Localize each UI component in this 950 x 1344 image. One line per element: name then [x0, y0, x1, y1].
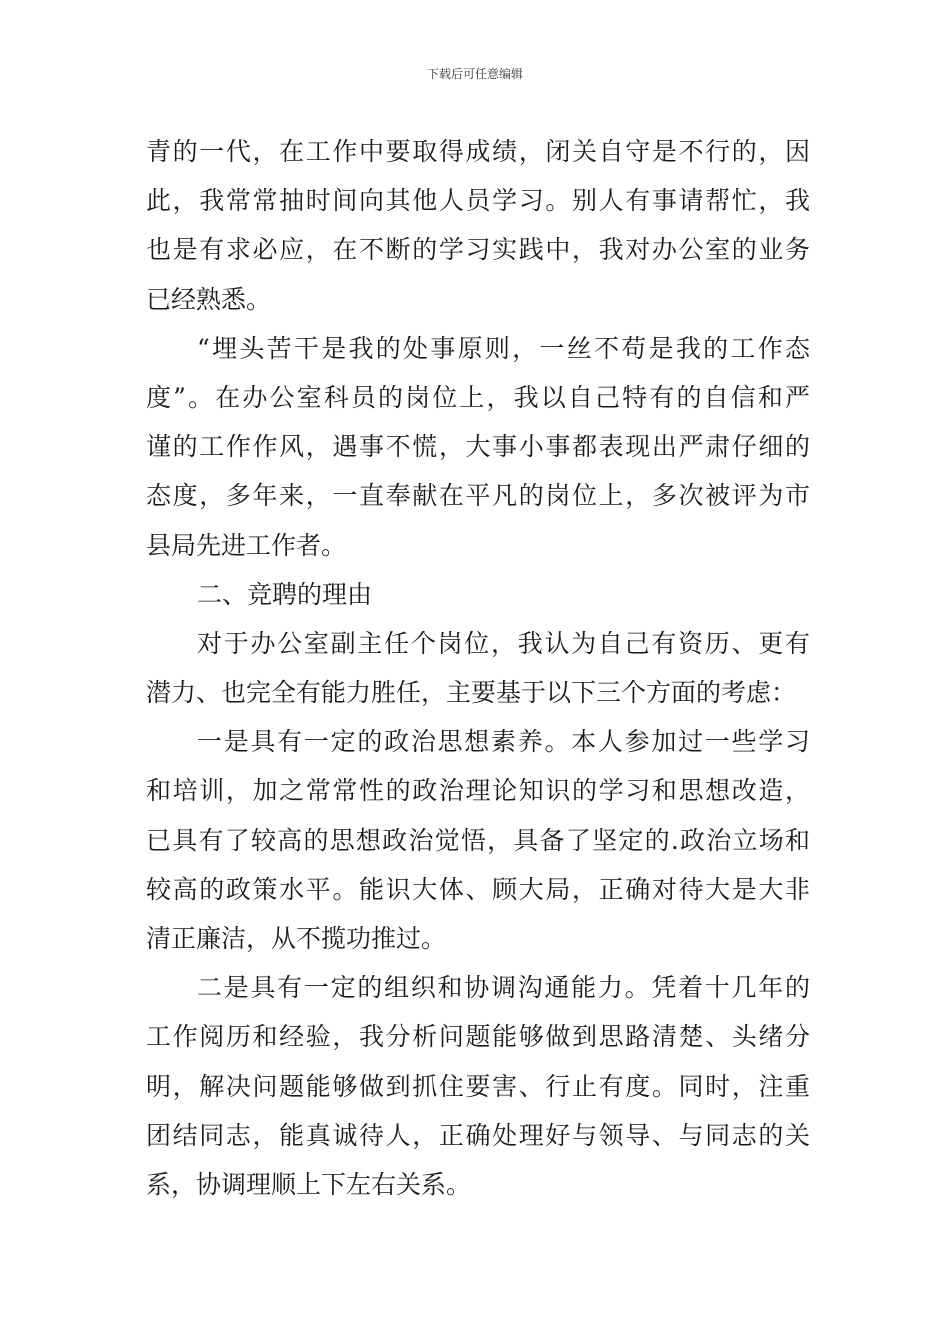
text-line: 团结同志，能真诚待人，正确处理好与领导、与同志的关	[146, 1120, 810, 1150]
text-line: 对于办公室副主任个岗位，我认为自己有资历、更有	[197, 628, 810, 658]
text-line: 和培训，加之常常性的政治理论知识的学习和思想改造，	[146, 776, 810, 806]
text-line: 潜力、也完全有能力胜任，主要基于以下三个方面的考虑：	[146, 678, 797, 708]
paragraph	[146, 963, 810, 1209]
text-line: 谨的工作作风，遇事不慌，大事小事都表现出严肃仔细的	[146, 432, 810, 462]
text-line: 青的一代，在工作中要取得成绩，闭关自守是不行的，因	[146, 137, 810, 166]
page-header: 下载后可任意编辑	[426, 67, 523, 81]
text-line: 系，协调理顺上下左右关系。	[146, 1169, 472, 1199]
text-line: 较高的政策水平。能识大体、顾大局，正确对待大是大非	[146, 874, 810, 904]
text-line: 已经熟悉。	[146, 284, 272, 314]
text-line: 已具有了较高的思想政治觉悟，具备了坚定的.政治立场和	[146, 825, 810, 855]
text-line: 二、竞聘的理由	[197, 579, 373, 609]
text-line: 工作阅历和经验，我分析问题能够做到思路清楚、头绪分	[146, 1022, 810, 1052]
paragraph	[146, 127, 810, 324]
text-line: 县局先进工作者。	[146, 530, 347, 560]
paragraph	[146, 717, 810, 963]
section-heading	[146, 570, 810, 619]
text-line: 明，解决问题能够做到抓住要害、行止有度。同时，注重	[146, 1071, 810, 1101]
text-line: “埋头苦干是我的处事原则，一丝不苟是我的工作态	[197, 333, 810, 363]
text-line: 态度，多年来，一直奉献在平凡的岗位上，多次被评为市	[146, 481, 810, 511]
paragraph	[146, 324, 810, 570]
text-line: 清正廉洁，从不揽功推过。	[146, 924, 447, 953]
text-line: 度”。在办公室科员的岗位上，我以自己特有的自信和严	[146, 382, 810, 412]
paragraph	[146, 619, 810, 717]
text-line: 也是有求必应，在不断的学习实践中，我对办公室的业务	[146, 235, 810, 265]
text-line: 此，我常常抽时间向其他人员学习。别人有事请帮忙，我	[146, 186, 810, 216]
document-body	[146, 127, 810, 1209]
text-line: 一是具有一定的政治思想素养。本人参加过一些学习	[197, 727, 810, 757]
text-line: 二是具有一定的组织和协调沟通能力。凭着十几年的	[197, 973, 810, 1003]
